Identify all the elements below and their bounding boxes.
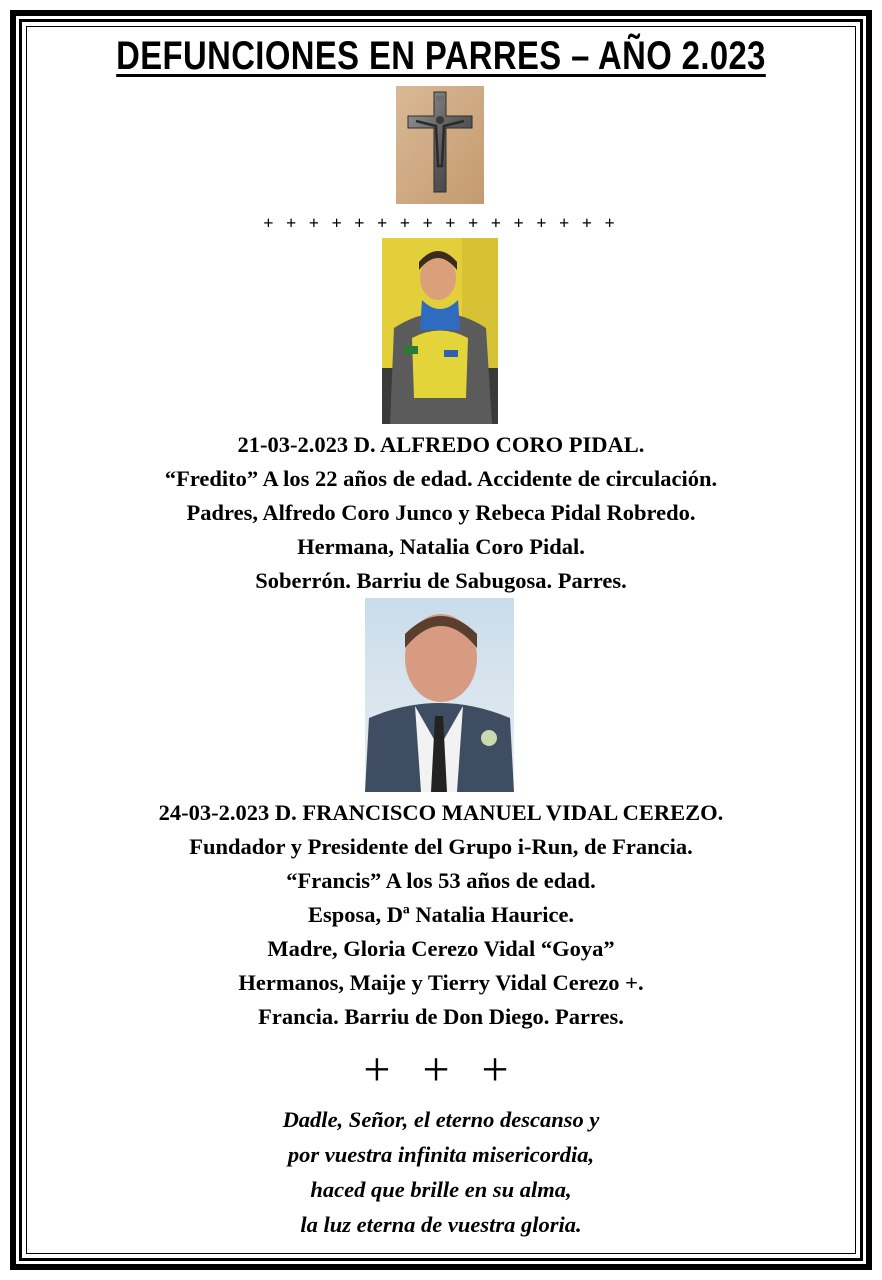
prayer-line: la luz eterna de vuestra gloria. bbox=[300, 1212, 582, 1237]
crucifix-image bbox=[396, 86, 484, 204]
entry-1-line: Soberrón. Barriu de Sabugosa. Parres. bbox=[255, 568, 627, 593]
separator-crosses: + + + + + + + + + + + + + + + + bbox=[263, 213, 619, 233]
entry-2-line: Fundador y Presidente del Grupo i-Run, de Francia. bbox=[189, 834, 693, 859]
entry-2-line: Hermanos, Maije y Tierry Vidal Cerezo +. bbox=[238, 970, 644, 995]
obituary-page bbox=[30, 30, 852, 1250]
entry-1-heading: 21-03-2.023 D. ALFREDO CORO PIDAL. bbox=[237, 432, 645, 457]
entry-2-line: “Francis” A los 53 años de edad. bbox=[286, 868, 596, 893]
prayer-line: Dadle, Señor, el eterno descanso y bbox=[282, 1107, 600, 1132]
prayer-line: por vuestra infinita misericordia, bbox=[287, 1142, 595, 1167]
entry-2-line: Francia. Barriu de Don Diego. Parres. bbox=[258, 1004, 624, 1029]
entry-2-text bbox=[30, 796, 852, 1034]
entry-2-heading: 24-03-2.023 D. FRANCISCO MANUEL VIDAL CEREZO. bbox=[158, 800, 724, 825]
deceased-photo-1 bbox=[382, 238, 498, 424]
deceased-photo-2 bbox=[365, 598, 514, 792]
entry-1-line: Hermana, Natalia Coro Pidal. bbox=[297, 534, 585, 559]
prayer-line: haced que brille en su alma, bbox=[310, 1177, 572, 1202]
closing-crosses: + + + bbox=[363, 1043, 519, 1096]
entry-1-line: Padres, Alfredo Coro Junco y Rebeca Pidal Robredo. bbox=[186, 500, 696, 525]
entry-1-line: “Fredito” A los 22 años de edad. Accidente de circulación. bbox=[164, 466, 718, 491]
entry-2-line: Madre, Gloria Cerezo Vidal “Goya” bbox=[267, 936, 615, 961]
page-title: DEFUNCIONES EN PARRES – AÑO 2.023 bbox=[116, 34, 766, 78]
prayer-text bbox=[30, 1102, 852, 1242]
entry-2-line: Esposa, Dª Natalia Haurice. bbox=[307, 902, 575, 927]
entry-1-text bbox=[30, 428, 852, 598]
